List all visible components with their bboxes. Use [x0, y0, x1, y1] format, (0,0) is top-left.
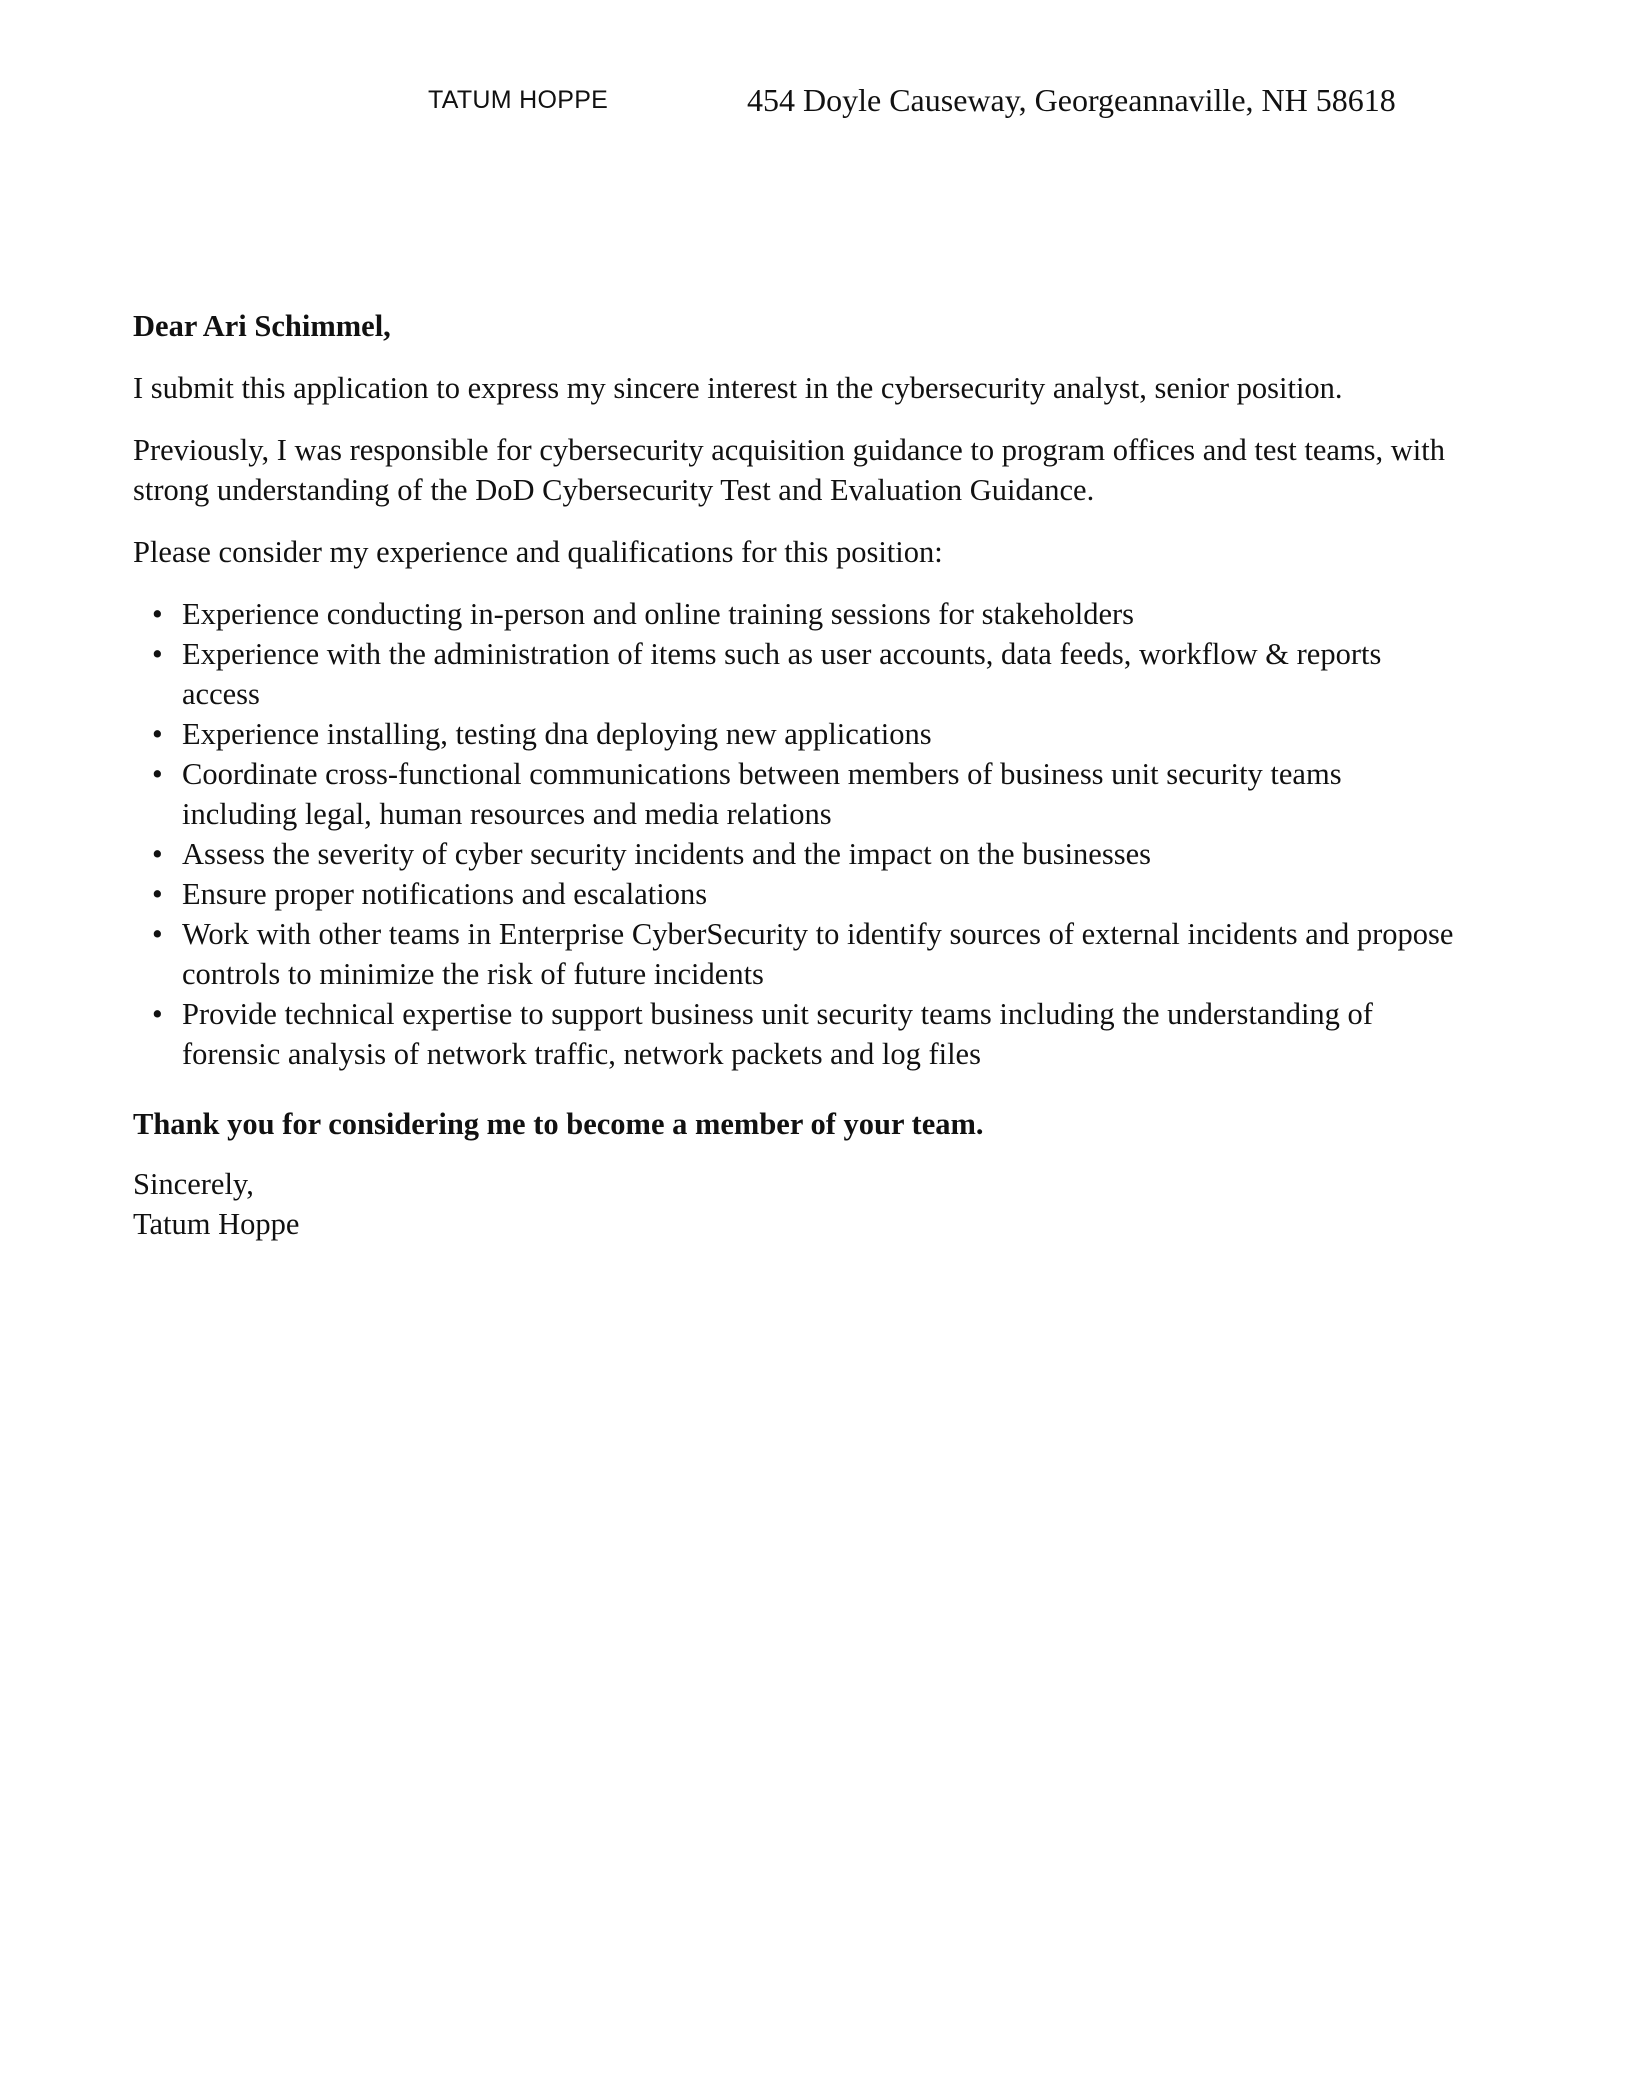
lead-in-paragraph: Please consider my experience and qualifications for this position:	[133, 535, 943, 569]
list-item	[152, 754, 1463, 834]
intro-paragraph: I submit this application to express my sincere interest in the cybersecurity analyst, senior position.	[133, 371, 1343, 405]
sender-address: 454 Doyle Causeway, Georgeannaville, NH 58618	[747, 82, 1396, 118]
list-item	[152, 874, 1463, 914]
bullet-icon: •	[152, 757, 163, 791]
list-item	[152, 634, 1463, 714]
list-item	[152, 714, 1463, 754]
qualifications-list	[133, 594, 1463, 1074]
list-item-text: Work with other teams in Enterprise CyberSecurity to identify sources of external incidents and propose controls to minimize the risk of future incidents	[182, 917, 1454, 991]
list-item-text: Experience with the administration of items such as user accounts, data feeds, workflow & reports access	[182, 637, 1382, 711]
list-item	[152, 914, 1463, 994]
closing: Sincerely,	[133, 1167, 254, 1201]
bullet-icon: •	[152, 637, 163, 671]
sender-name: TATUM HOPPE	[428, 86, 609, 114]
list-item-text: Ensure proper notifications and escalations	[182, 877, 708, 911]
list-item	[152, 994, 1463, 1074]
list-item	[152, 834, 1463, 874]
thanks-paragraph: Thank you for considering me to become a member of your team.	[133, 1107, 984, 1141]
list-item	[152, 594, 1463, 634]
list-item-text: Experience conducting in-person and online training sessions for stakeholders	[182, 597, 1135, 631]
bullet-icon: •	[152, 837, 163, 871]
signature: Tatum Hoppe	[133, 1207, 300, 1241]
letter-header	[0, 82, 1632, 122]
list-item-text: Assess the severity of cyber security incidents and the impact on the businesses	[182, 837, 1151, 871]
letter-body	[133, 306, 1463, 1244]
bullet-icon: •	[152, 917, 163, 951]
list-item-text: Experience installing, testing dna deploying new applications	[182, 717, 932, 751]
bullet-icon: •	[152, 877, 163, 911]
background-paragraph: Previously, I was responsible for cybersecurity acquisition guidance to program offices and test teams, with strong understanding of the DoD Cybersecurity Test and Evaluation Guidance.	[133, 433, 1446, 507]
salutation: Dear Ari Schimmel,	[133, 309, 391, 343]
list-item-text: Coordinate cross-functional communications between members of business unit security teams including legal, human resources and media relations	[182, 757, 1342, 831]
bullet-icon: •	[152, 997, 163, 1031]
list-item-text: Provide technical expertise to support business unit security teams including the understanding of forensic analysis of network traffic, network packets and log files	[182, 997, 1373, 1071]
bullet-icon: •	[152, 597, 163, 631]
bullet-icon: •	[152, 717, 163, 751]
